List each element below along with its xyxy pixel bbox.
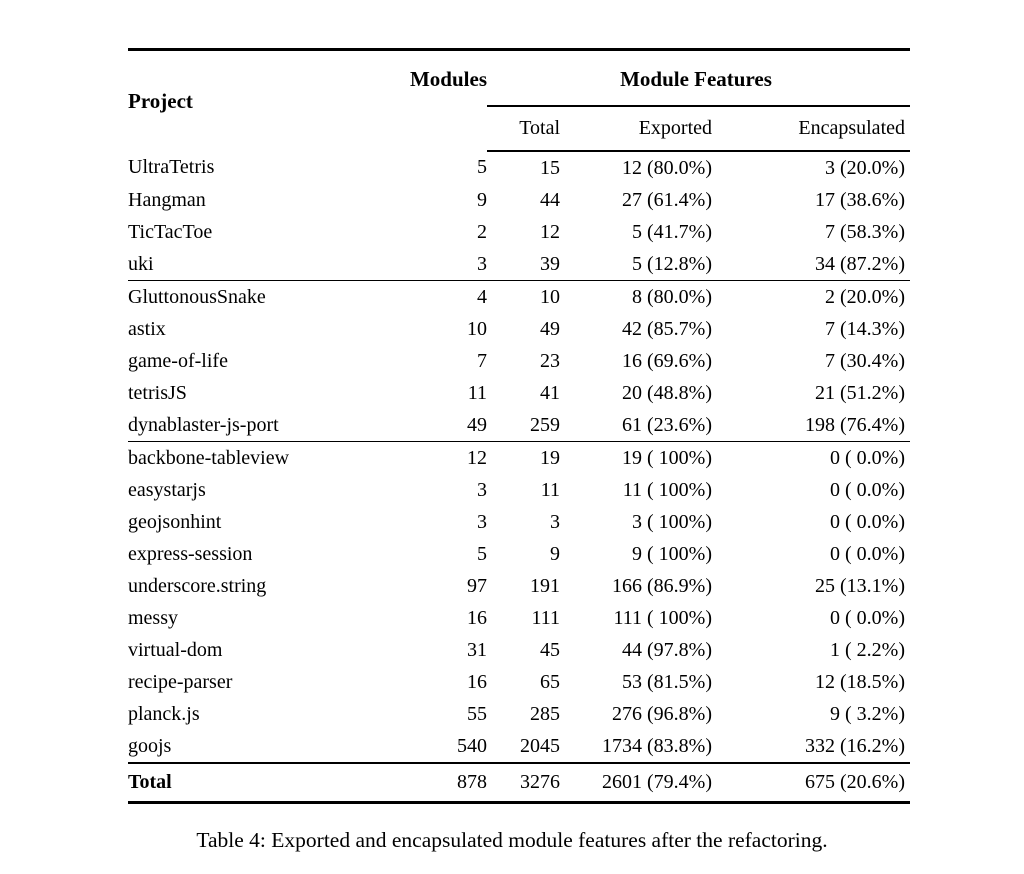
exported-cell: 5 (12.8%) (632, 252, 712, 275)
total-cell: 41 (540, 381, 560, 404)
table-row (128, 506, 910, 538)
encapsulated-cell: 12 (18.5%) (815, 670, 905, 693)
modules-cell: 540 (457, 734, 487, 757)
encapsulated-cell: 21 (51.2%) (815, 381, 905, 404)
total-cell: 44 (540, 188, 560, 211)
encapsulated-cell: 0 ( 0.0%) (830, 478, 905, 501)
modules-cell: 5 (477, 542, 487, 565)
modules-cell: 3 (477, 252, 487, 275)
encapsulated-cell: 9 ( 3.2%) (830, 702, 905, 725)
total-cell: 191 (530, 574, 560, 597)
modules-cell: 31 (467, 638, 487, 661)
modules-cell: 9 (477, 188, 487, 211)
encapsulated-cell: 7 (14.3%) (825, 317, 905, 340)
module-features-table (128, 51, 910, 801)
modules-cell: 16 (467, 670, 487, 693)
total-cell: 23 (540, 349, 560, 372)
table-row (128, 216, 910, 248)
table-row (128, 377, 910, 409)
project-name-cell: virtual-dom (128, 638, 223, 661)
encapsulated-cell: 1 ( 2.2%) (830, 638, 905, 661)
modules-cell: 3 (477, 510, 487, 533)
encapsulated-cell: 7 (30.4%) (825, 349, 905, 372)
project-name-cell: easystarjs (128, 478, 206, 501)
encapsulated-cell: 0 ( 0.0%) (830, 606, 905, 629)
exported-cell: 11 ( 100%) (622, 478, 712, 501)
total-modules-cell: 878 (368, 763, 487, 801)
modules-cell: 10 (467, 317, 487, 340)
encapsulated-cell: 0 ( 0.0%) (830, 510, 905, 533)
modules-cell: 3 (477, 478, 487, 501)
table-row (128, 698, 910, 730)
total-cell: 285 (530, 702, 560, 725)
header-project: Project (128, 88, 193, 113)
exported-cell: 20 (48.8%) (622, 381, 712, 404)
table-row (128, 602, 910, 634)
exported-cell: 53 (81.5%) (622, 670, 712, 693)
exported-cell: 16 (69.6%) (622, 349, 712, 372)
total-label-cell: Total (128, 763, 368, 801)
encapsulated-cell: 3 (20.0%) (825, 156, 905, 179)
table-row (128, 634, 910, 666)
exported-cell: 1734 (83.8%) (602, 734, 712, 757)
modules-cell: 49 (467, 413, 487, 436)
total-exported-cell: 2601 (79.4%) (560, 763, 712, 801)
exported-cell: 166 (86.9%) (612, 574, 712, 597)
exported-cell: 12 (80.0%) (622, 156, 712, 179)
encapsulated-cell: 332 (16.2%) (805, 734, 905, 757)
exported-cell: 3 ( 100%) (632, 510, 712, 533)
total-total-cell: 3276 (487, 763, 560, 801)
header-exported: Exported (560, 106, 712, 151)
total-cell: 10 (487, 281, 560, 314)
header-modules: Modules (409, 67, 487, 91)
total-cell: 259 (530, 413, 560, 436)
exported-cell: 42 (85.7%) (622, 317, 712, 340)
total-cell: 9 (550, 542, 560, 565)
project-name-cell: tetrisJS (128, 381, 187, 404)
modules-cell: 4 (368, 281, 487, 314)
table-row (128, 538, 910, 570)
exported-cell: 5 (41.7%) (632, 220, 712, 243)
modules-cell: 16 (467, 606, 487, 629)
encapsulated-cell: 2 (20.0%) (712, 281, 910, 314)
encapsulated-cell: 0 ( 0.0%) (830, 542, 905, 565)
total-cell: 3 (550, 510, 560, 533)
encapsulated-cell: 17 (38.6%) (815, 188, 905, 211)
total-row (128, 763, 910, 801)
encapsulated-cell: 0 ( 0.0%) (712, 442, 910, 475)
project-name-cell: Hangman (128, 188, 206, 211)
total-cell: 12 (540, 220, 560, 243)
table-row (128, 442, 910, 475)
project-name-cell: goojs (128, 734, 172, 757)
total-cell: 45 (540, 638, 560, 661)
total-cell: 65 (540, 670, 560, 693)
table-row (128, 570, 910, 602)
project-name-cell: underscore.string (128, 574, 267, 597)
encapsulated-cell: 7 (58.3%) (825, 220, 905, 243)
table-footer (128, 763, 910, 801)
table-row (128, 184, 910, 216)
total-cell: 2045 (520, 734, 560, 757)
total-encapsulated-cell: 675 (20.6%) (712, 763, 910, 801)
table-row (128, 730, 910, 763)
project-name-cell: dynablaster-js-port (128, 413, 279, 436)
encapsulated-cell: 198 (76.4%) (805, 413, 905, 436)
table-row (128, 151, 910, 184)
header-encapsulated: Encapsulated (712, 106, 910, 151)
table-row (128, 666, 910, 698)
project-name-cell: uki (128, 252, 154, 275)
exported-cell: 61 (23.6%) (622, 413, 712, 436)
project-name-cell: planck.js (128, 702, 200, 725)
project-name-cell: astix (128, 317, 166, 340)
table-caption: Table 4: Exported and encapsulated module features after the refactoring. (196, 828, 828, 852)
modules-cell: 55 (467, 702, 487, 725)
total-cell: 39 (540, 252, 560, 275)
exported-cell: 276 (96.8%) (612, 702, 712, 725)
project-name-cell: TicTacToe (128, 220, 213, 243)
header-total: Total (487, 106, 560, 151)
modules-cell: 12 (368, 442, 487, 475)
total-cell: 15 (540, 156, 560, 179)
table-row (128, 409, 910, 442)
exported-cell: 44 (97.8%) (622, 638, 712, 661)
modules-cell: 7 (477, 349, 487, 372)
table-header (128, 51, 910, 151)
project-name-cell: backbone-tableview (128, 442, 368, 475)
total-cell: 111 (531, 606, 560, 629)
table-row (128, 474, 910, 506)
exported-cell: 9 ( 100%) (632, 542, 712, 565)
header-row-main (128, 51, 910, 106)
modules-cell: 5 (477, 156, 487, 178)
table-row (128, 281, 910, 314)
table-row (128, 345, 910, 377)
project-name-cell: messy (128, 606, 178, 629)
total-cell: 19 (487, 442, 560, 475)
header-module-features: Module Features (487, 51, 910, 106)
project-name-cell: GluttonousSnake (128, 281, 368, 314)
total-cell: 49 (540, 317, 560, 340)
table-body (128, 151, 910, 763)
project-name-cell: game-of-life (128, 349, 228, 372)
modules-cell: 11 (467, 381, 487, 404)
project-name-cell: express-session (128, 542, 253, 565)
project-name-cell: geojsonhint (128, 510, 222, 533)
encapsulated-cell: 34 (87.2%) (815, 252, 905, 275)
project-name-cell: UltraTetris (128, 156, 215, 178)
project-name-cell: recipe-parser (128, 670, 233, 693)
exported-cell: 27 (61.4%) (622, 188, 712, 211)
table-row (128, 313, 910, 345)
table-row (128, 248, 910, 281)
exported-cell: 8 (80.0%) (560, 281, 712, 314)
encapsulated-cell: 25 (13.1%) (815, 574, 905, 597)
exported-cell: 111 ( 100%) (613, 606, 712, 629)
modules-cell: 2 (477, 220, 487, 243)
total-cell: 11 (540, 478, 560, 501)
module-features-table-container (128, 48, 910, 804)
modules-cell: 97 (467, 574, 487, 597)
exported-cell: 19 ( 100%) (560, 442, 712, 475)
